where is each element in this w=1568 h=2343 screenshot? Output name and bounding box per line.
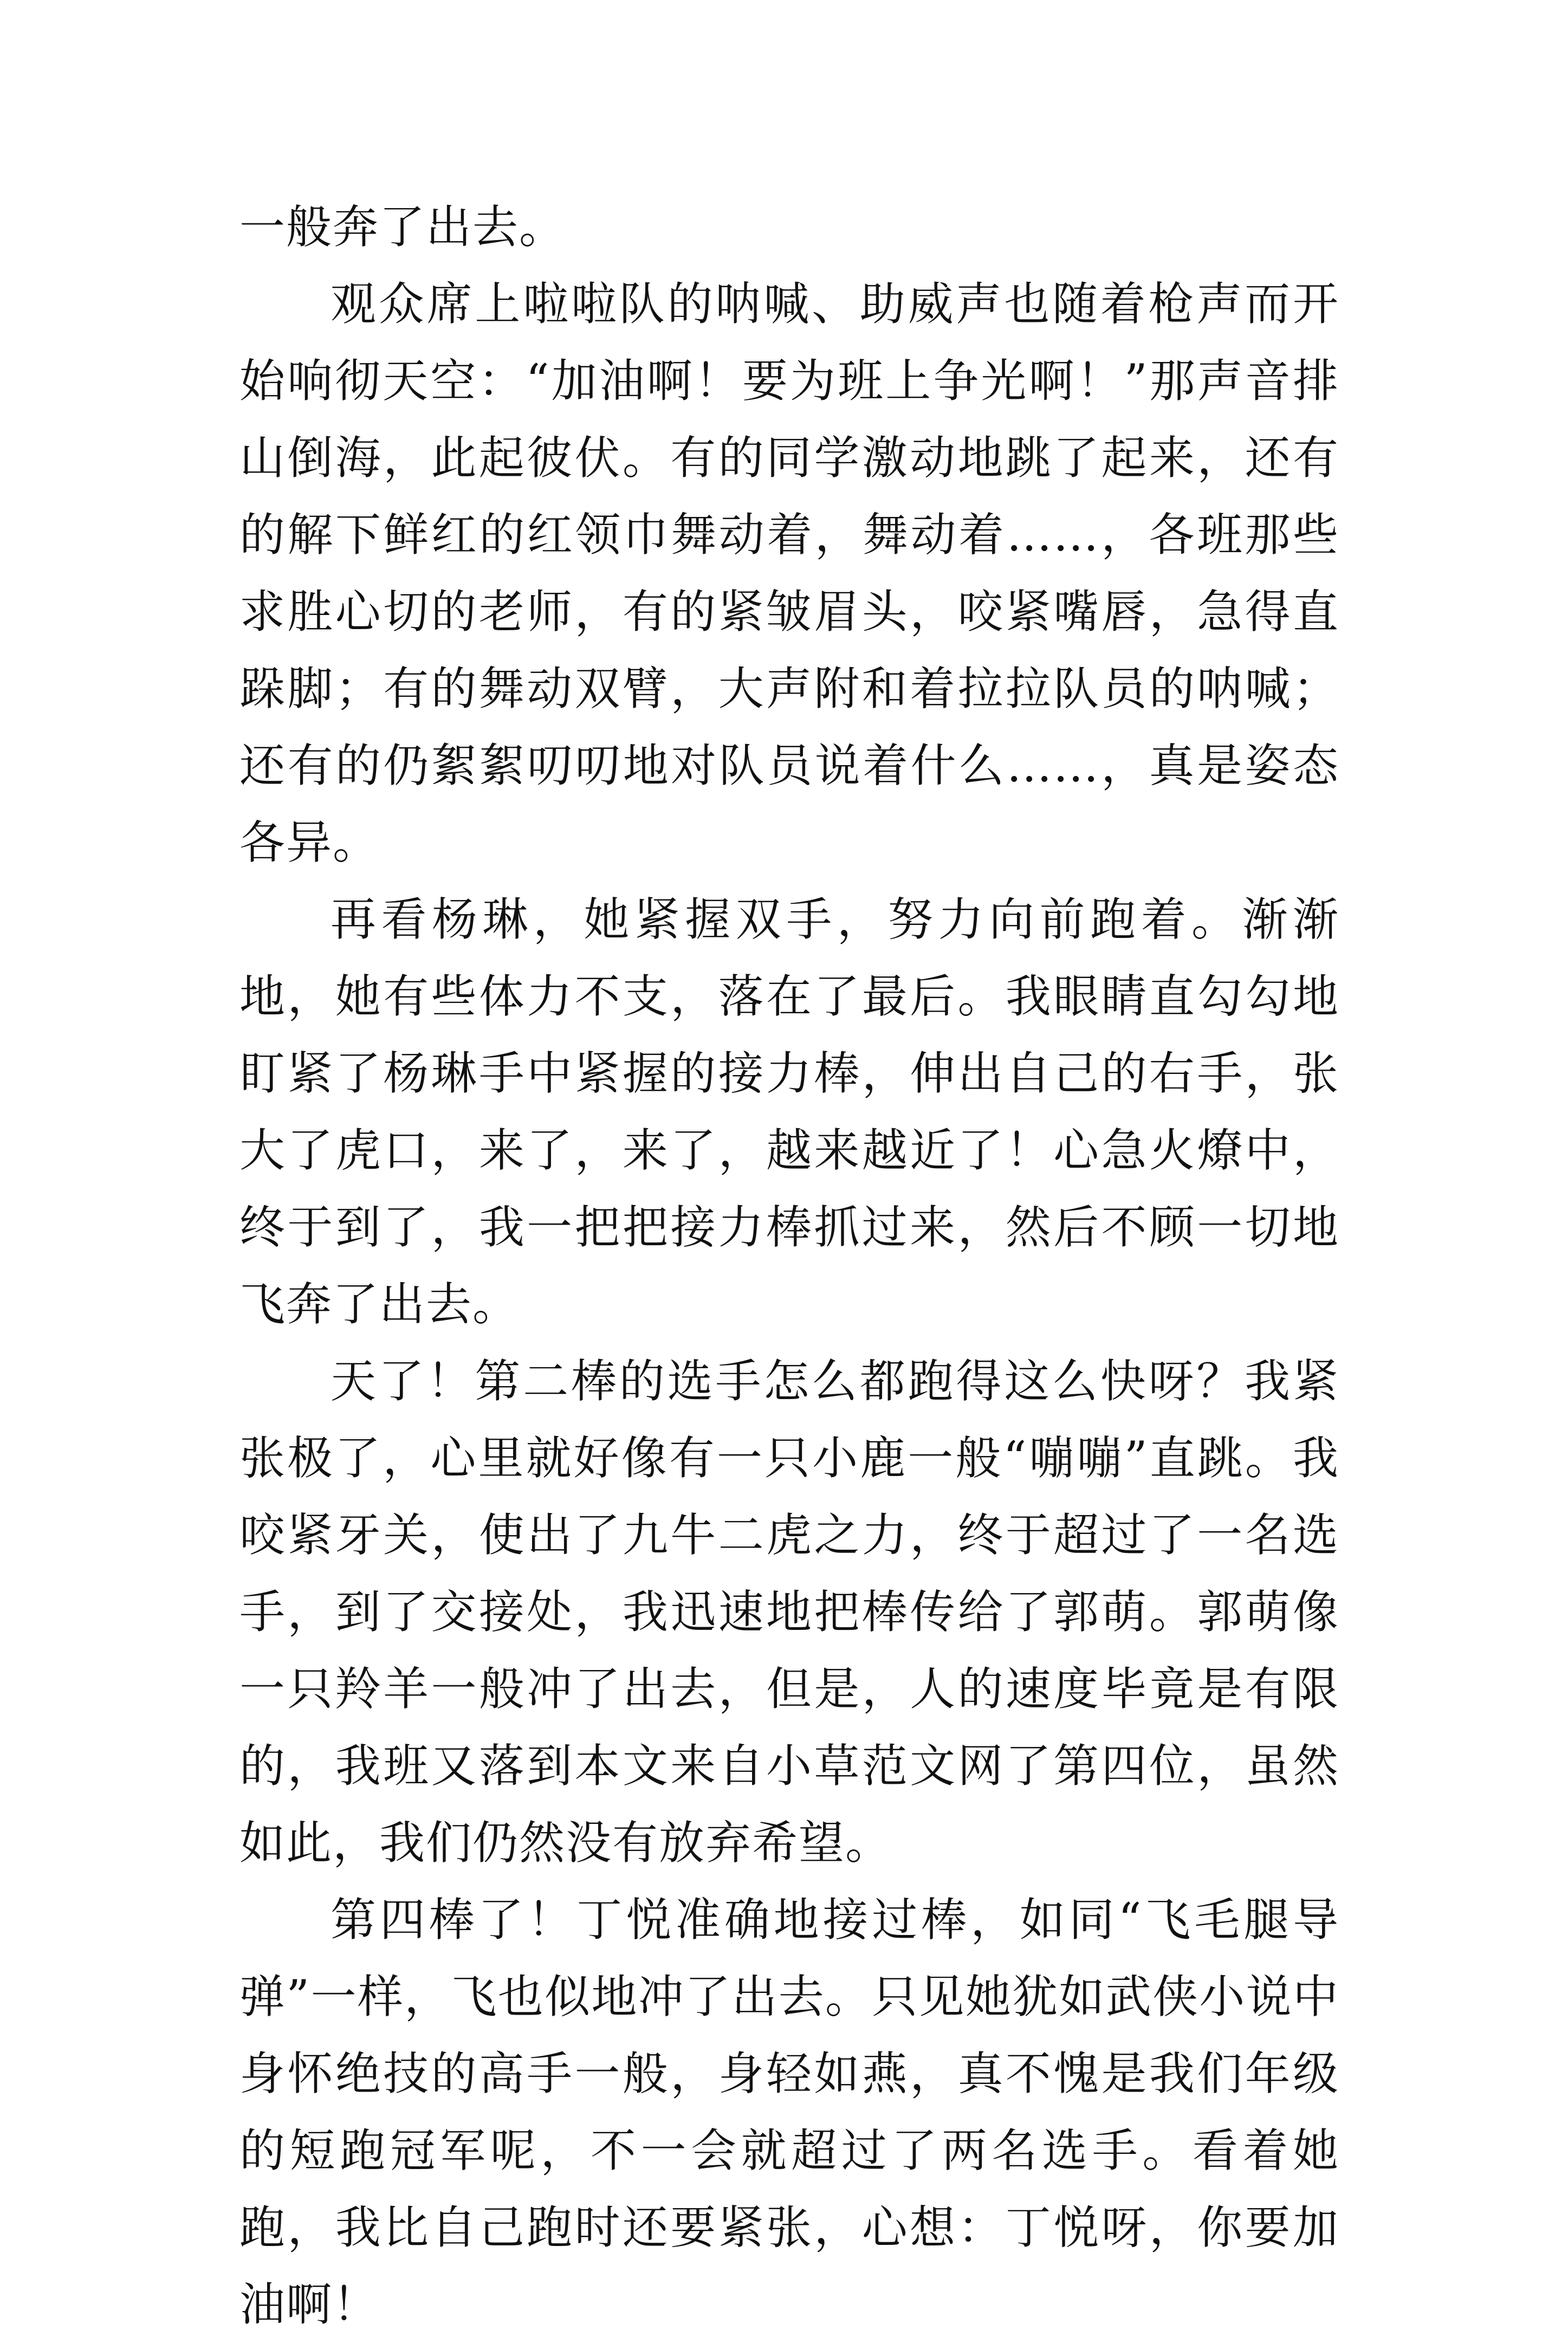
paragraph-audience: 观众席上啦啦队的呐喊、助威声也随着枪声而开始响彻天空：“加油啊！要为班上争光啊！”那声音排山倒海，此起彼伏。有的同学激动地跳了起来，还有的解下鲜红的红领巾舞动着，舞动着……，各班那些求胜心切的老师，有的紧皱眉头，咬紧嘴唇，急得直跺脚；有的舞动双臂，大声附和着拉拉队员的呐喊；还有的仍絮絮叨叨地对队员说着什么……，真是姿态各异。 (239, 277, 1339, 869)
paragraph-second-leg: 天了！第二棒的选手怎么都跑得这么快呀？我紧张极了，心里就好像有一只小鹿一般“嘣嘣”直跳。我咬紧牙关，使出了九牛二虎之力，终于超过了一名选手，到了交接处，我迅速地把棒传给了郭萌。郭萌像一只羚羊一般冲了出去，但是，人的速度毕竟是有限的，我班又落到本文来自小草范文网了第四位，虽然如此，我们仍然没有放弃希望。 (239, 1355, 1339, 1869)
paragraph-fourth-leg: 第四棒了！丁悦准确地接过棒，如同“飞毛腿导弹”一样，飞也似地冲了出去。只见她犹如武侠小说中身怀绝技的高手一般，身轻如燕，真不愧是我们年级的短跑冠军呢，不一会就超过了两名选手。看着她跑，我比自己跑时还要紧张，心想：丁悦呀，你要加油啊！ (239, 1893, 1339, 2331)
document-body (239, 189, 1339, 2343)
paragraph-yang-lin: 再看杨琳，她紧握双手，努力向前跑着。渐渐地，她有些体力不支，落在了最后。我眼睛直勾勾地盯紧了杨琳手中紧握的接力棒，伸出自己的右手，张大了虎口，来了，来了，越来越近了！心急火燎中，终于到了，我一把把接力棒抓过来，然后不顾一切地飞奔了出去。 (239, 893, 1339, 1331)
paragraph-continuation: 一般奔了出去。 (239, 200, 566, 254)
